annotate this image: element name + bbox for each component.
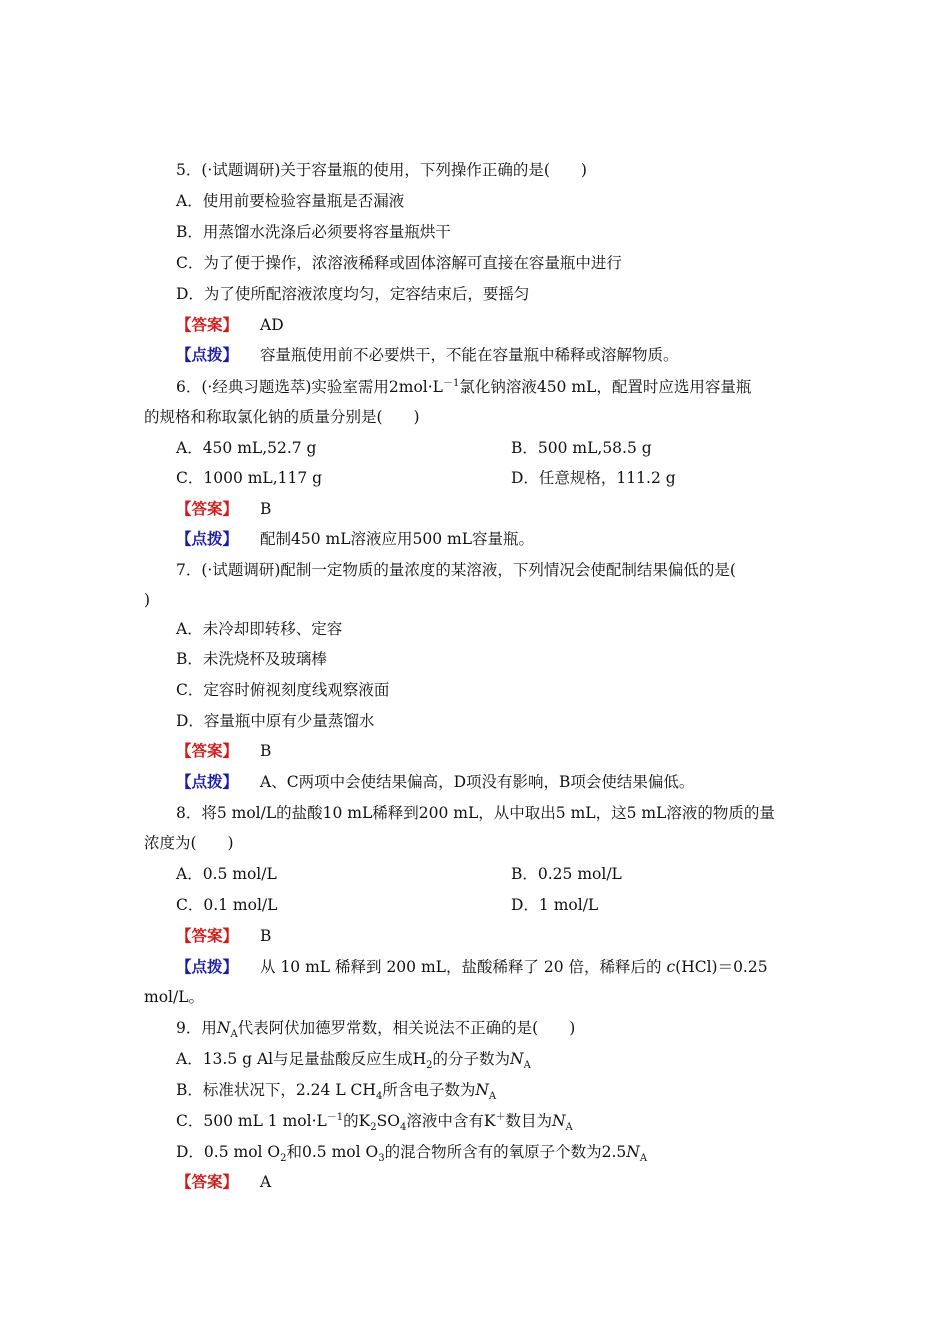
q9-option-a: A．13.5 g Al与足量盐酸反应生成$H_2$的分子数为$N_A$	[176, 1050, 531, 1072]
q8-hint-cont: mol/L。	[144, 988, 205, 1006]
answer-value: B	[260, 742, 272, 760]
q7-option-d: D．容量瓶中原有少量蒸馏水	[176, 712, 375, 730]
q8-option-d: D．1 mol/L	[511, 896, 599, 914]
q9-stem: 9．用$N_A$代表阿伏加德罗常数，相关说法不正确的是( )	[176, 1019, 576, 1041]
q7-option-b: B．未洗烧杯及玻璃棒	[176, 650, 327, 668]
hint-tag: 【点拨】	[176, 772, 239, 791]
q5-option-a: A．使用前要检验容量瓶是否漏液	[176, 192, 405, 210]
q8-answer	[176, 926, 271, 946]
q9-option-b: B．标准状况下，2.24 L $CH_4$所含电子数为$N_A$	[176, 1081, 497, 1103]
q6-option-d: D．任意规格，111.2 g	[511, 469, 676, 487]
q8-stem: 8．将5 mol/L的盐酸10 mL稀释到200 mL，从中取出5 mL，这5 mL溶液的物质的量	[176, 804, 775, 822]
answer-tag: 【答案】	[176, 315, 239, 334]
hint-text: A、C两项中会使结果偏高，D项没有影响，B项会使结果偏低。	[260, 773, 695, 791]
q6-answer	[176, 499, 271, 519]
q5-option-c: C．为了便于操作，浓溶液稀释或固体溶解可直接在容量瓶中进行	[176, 254, 622, 272]
answer-value: AD	[260, 316, 284, 334]
q5-option-d: D．为了使所配溶液浓度均匀，定容结束后，要摇匀	[176, 285, 530, 303]
hint-tag: 【点拨】	[176, 345, 239, 364]
answer-value: B	[260, 500, 272, 518]
q7-answer	[176, 741, 271, 761]
q6-hint	[176, 529, 534, 549]
answer-tag: 【答案】	[176, 1172, 239, 1191]
q6-option-c: C．1000 mL,117 g	[176, 469, 323, 487]
q7-option-c: C．定容时俯视刻度线观察液面	[176, 681, 390, 699]
q6-stem: 6．(·经典习题选萃)实验室需用$2mol\cdot L^{-1}$氯化钠溶液450 mL，配置时应选用容量瓶	[176, 377, 752, 396]
q9-option-d: D．0.5 mol $O_2$和0.5 mol $O_3$的混合物所含有的氧原子个数为$2.5N_A$	[176, 1143, 648, 1165]
q8-option-a: A．0.5 mol/L	[176, 865, 277, 883]
q8-hint: 【点拨】 从 10 mL 稀释到 200 mL，盐酸稀释了 20 倍，稀释后的 c(HCl)＝0.25	[176, 957, 768, 976]
q5-option-b: B．用蒸馏水洗涤后必须要将容量瓶烘干	[176, 223, 451, 241]
q7-option-a: A．未冷却即转移、定容	[176, 620, 343, 638]
answer-tag: 【答案】	[176, 926, 239, 945]
q6-option-a: A．450 mL,52.7 g	[176, 439, 317, 457]
hint-tag: 【点拨】	[176, 957, 239, 976]
hint-text: 容量瓶使用前不必要烘干，不能在容量瓶中稀释或溶解物质。	[260, 346, 679, 364]
q5-answer	[176, 315, 284, 335]
q8-stem-cont: 浓度为( )	[144, 834, 234, 852]
q5-stem: 5．(·试题调研)关于容量瓶的使用，下列操作正确的是( )	[176, 161, 587, 179]
answer-tag: 【答案】	[176, 499, 239, 518]
hint-tag: 【点拨】	[176, 529, 239, 548]
answer-value: B	[260, 927, 272, 945]
q5-hint	[176, 345, 679, 365]
q9-option-c: C．500 mL 1 $mol\cdot L^{-1}$的$K_2SO_4$溶液中含有K＋数目为$N_A$	[176, 1111, 573, 1134]
q8-option-c: C．0.1 mol/L	[176, 896, 278, 914]
hint-text: 配制450 mL溶液应用500 mL容量瓶。	[260, 530, 535, 548]
q8-option-b: B．0.25 mol/L	[511, 865, 622, 883]
q6-option-b: B．500 mL,58.5 g	[511, 439, 652, 457]
q7-stem: 7．(·试题调研)配制一定物质的量浓度的某溶液，下列情况会使配制结果偏低的是(	[176, 561, 736, 579]
hint-text: 从 10 mL 稀释到 200 mL，盐酸稀释了 20 倍，稀释后的	[260, 958, 667, 976]
answer-value: A	[260, 1173, 272, 1191]
q6-stem-cont: 的规格和称取氯化钠的质量分别是( )	[144, 408, 420, 426]
q9-answer	[176, 1172, 271, 1192]
q7-stem-cont: )	[144, 591, 151, 609]
answer-tag: 【答案】	[176, 741, 239, 760]
q7-hint	[176, 772, 694, 792]
